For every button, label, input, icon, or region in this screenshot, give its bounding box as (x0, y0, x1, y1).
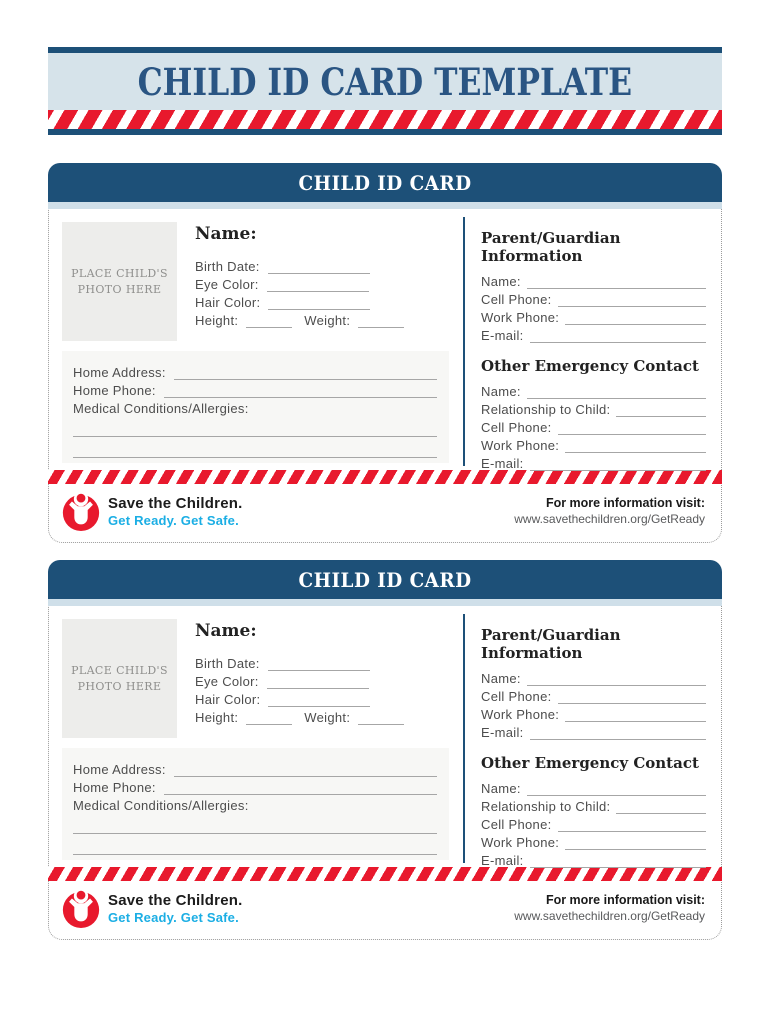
emergency-name-row (481, 779, 706, 796)
parent-cell-line (558, 691, 706, 704)
emergency-work-label: Work Phone: (481, 835, 560, 850)
home-phone-line (164, 385, 437, 398)
child-fields (195, 222, 404, 341)
more-info (514, 496, 705, 526)
parent-work-row (481, 705, 706, 722)
more-info-title: For more information visit: (545, 496, 705, 510)
parent-cell-label: Cell Phone: (481, 689, 552, 704)
parent-work-row (481, 308, 706, 325)
child-info-column (49, 606, 463, 867)
medical-line-1 (73, 416, 437, 437)
emergency-name-label: Name: (481, 781, 521, 796)
home-info-box (62, 748, 449, 860)
weight-line (358, 315, 404, 328)
home-address-line (174, 764, 437, 777)
emergency-relationship-line (616, 404, 706, 417)
home-address-label: Home Address: (73, 365, 166, 380)
emergency-contact-heading: Other Emergency Contact (481, 754, 699, 772)
brand-tagline: Get Ready. Get Safe. (108, 909, 239, 925)
home-info-box (62, 351, 449, 463)
home-address-row (73, 362, 437, 380)
contacts-column (463, 614, 721, 868)
child-info-column (49, 209, 463, 470)
height-line (246, 315, 292, 328)
parent-cell-row (481, 290, 706, 307)
card-body (49, 606, 721, 867)
card-title: CHILD ID CARD (298, 567, 472, 592)
emergency-relationship-row (481, 400, 706, 417)
card-candy-stripes (48, 867, 722, 881)
home-phone-line (164, 782, 437, 795)
name-label: Name: (195, 224, 257, 244)
emergency-work-row (481, 436, 706, 453)
home-phone-label: Home Phone: (73, 383, 156, 398)
page-header-band (48, 47, 722, 135)
parent-cell-line (558, 294, 706, 307)
emergency-cell-label: Cell Phone: (481, 817, 552, 832)
card-light-strip (48, 599, 722, 606)
child-id-card-2 (48, 560, 722, 940)
parent-name-line (527, 673, 706, 686)
eye-color-label: Eye Color: (195, 277, 259, 292)
more-info (514, 893, 705, 923)
hair-color-label: Hair Color: (195, 295, 261, 310)
child-fields (195, 619, 404, 738)
emergency-cell-line (558, 422, 706, 435)
parent-email-label: E-mail: (481, 725, 524, 740)
header-title-strip (48, 53, 722, 110)
emergency-relationship-line (616, 801, 706, 814)
child-id-card-1 (48, 163, 722, 543)
hair-color-line (268, 694, 370, 707)
birth-date-row (195, 653, 404, 671)
parent-work-label: Work Phone: (481, 707, 560, 722)
home-address-label: Home Address: (73, 762, 166, 777)
header-candy-stripes (48, 110, 722, 129)
birth-date-line (268, 261, 370, 274)
hair-color-row (195, 292, 404, 310)
header-bottom-bar (48, 129, 722, 135)
parent-guardian-heading: Parent/Guardian Information (481, 229, 621, 265)
more-info-url: www.savethechildren.org/GetReady (514, 909, 705, 923)
save-the-children-logo-icon (60, 490, 102, 532)
parent-name-label: Name: (481, 274, 521, 289)
hair-color-row (195, 689, 404, 707)
emergency-cell-label: Cell Phone: (481, 420, 552, 435)
parent-cell-label: Cell Phone: (481, 292, 552, 307)
medical-row (73, 398, 437, 416)
parent-name-row (481, 669, 706, 686)
card-candy-stripes (48, 470, 722, 484)
emergency-work-line (565, 440, 706, 453)
eye-color-row (195, 671, 404, 689)
weight-line (358, 712, 404, 725)
parent-name-label: Name: (481, 671, 521, 686)
emergency-cell-row (481, 815, 706, 832)
logo-text (108, 495, 242, 528)
brand-name: Save the Children. (108, 494, 243, 512)
birth-date-row (195, 256, 404, 274)
birth-date-label: Birth Date: (195, 656, 260, 671)
emergency-work-line (565, 837, 706, 850)
hair-color-line (268, 297, 370, 310)
emergency-relationship-label: Relationship to Child: (481, 799, 611, 814)
emergency-relationship-label: Relationship to Child: (481, 402, 611, 417)
emergency-name-line (527, 386, 706, 399)
parent-guardian-heading: Parent/Guardian Information (481, 626, 621, 662)
brand-tagline: Get Ready. Get Safe. (108, 512, 239, 528)
card-footer (49, 484, 721, 542)
parent-name-row (481, 272, 706, 289)
home-phone-row (73, 380, 437, 398)
birth-date-label: Birth Date: (195, 259, 260, 274)
emergency-email-row (481, 454, 706, 471)
eye-color-label: Eye Color: (195, 674, 259, 689)
parent-work-line (565, 312, 706, 325)
card-body (49, 209, 721, 470)
emergency-email-label: E-mail: (481, 456, 524, 471)
eye-color-row (195, 274, 404, 292)
save-the-children-logo-icon (60, 887, 102, 929)
height-label: Height: (195, 313, 239, 328)
emergency-email-line (530, 458, 706, 471)
more-info-url: www.savethechildren.org/GetReady (514, 512, 705, 526)
photo-placeholder: PLACE CHILD'S PHOTO HERE (62, 619, 177, 738)
emergency-name-row (481, 382, 706, 399)
home-address-line (174, 367, 437, 380)
emergency-email-label: E-mail: (481, 853, 524, 868)
more-info-title: For more information visit: (545, 893, 705, 907)
eye-color-line (267, 676, 369, 689)
medical-label: Medical Conditions/Allergies: (73, 401, 249, 416)
emergency-work-row (481, 833, 706, 850)
card-light-strip (48, 202, 722, 209)
emergency-contact-heading: Other Emergency Contact (481, 357, 699, 375)
name-label: Name: (195, 621, 257, 641)
parent-cell-row (481, 687, 706, 704)
parent-email-row (481, 723, 706, 740)
height-line (246, 712, 292, 725)
emergency-cell-line (558, 819, 706, 832)
eye-color-line (267, 279, 369, 292)
page-title: CHILD ID CARD TEMPLATE (137, 59, 633, 104)
medical-line-2 (73, 834, 437, 855)
parent-work-label: Work Phone: (481, 310, 560, 325)
emergency-name-label: Name: (481, 384, 521, 399)
home-address-row (73, 759, 437, 777)
brand-name: Save the Children. (108, 891, 243, 909)
parent-email-label: E-mail: (481, 328, 524, 343)
parent-name-line (527, 276, 706, 289)
emergency-email-line (530, 855, 706, 868)
emergency-name-line (527, 783, 706, 796)
parent-email-line (530, 727, 706, 740)
height-weight-row (195, 707, 404, 725)
emergency-cell-row (481, 418, 706, 435)
height-label: Height: (195, 710, 239, 725)
emergency-work-label: Work Phone: (481, 438, 560, 453)
emergency-email-row (481, 851, 706, 868)
emergency-relationship-row (481, 797, 706, 814)
weight-label: Weight: (304, 313, 351, 328)
parent-email-line (530, 330, 706, 343)
medical-label: Medical Conditions/Allergies: (73, 798, 249, 813)
save-the-children-logo (60, 490, 242, 532)
medical-line-1 (73, 813, 437, 834)
save-the-children-logo (60, 887, 242, 929)
height-weight-row (195, 310, 404, 328)
birth-date-line (268, 658, 370, 671)
parent-work-line (565, 709, 706, 722)
card-header (48, 163, 722, 202)
photo-placeholder: PLACE CHILD'S PHOTO HERE (62, 222, 177, 341)
medical-line-2 (73, 437, 437, 458)
home-phone-row (73, 777, 437, 795)
weight-label: Weight: (304, 710, 351, 725)
hair-color-label: Hair Color: (195, 692, 261, 707)
contacts-column (463, 217, 721, 471)
card-title: CHILD ID CARD (298, 170, 472, 195)
logo-text (108, 892, 242, 925)
home-phone-label: Home Phone: (73, 780, 156, 795)
card-header (48, 560, 722, 599)
parent-email-row (481, 326, 706, 343)
card-footer (49, 881, 721, 939)
medical-row (73, 795, 437, 813)
